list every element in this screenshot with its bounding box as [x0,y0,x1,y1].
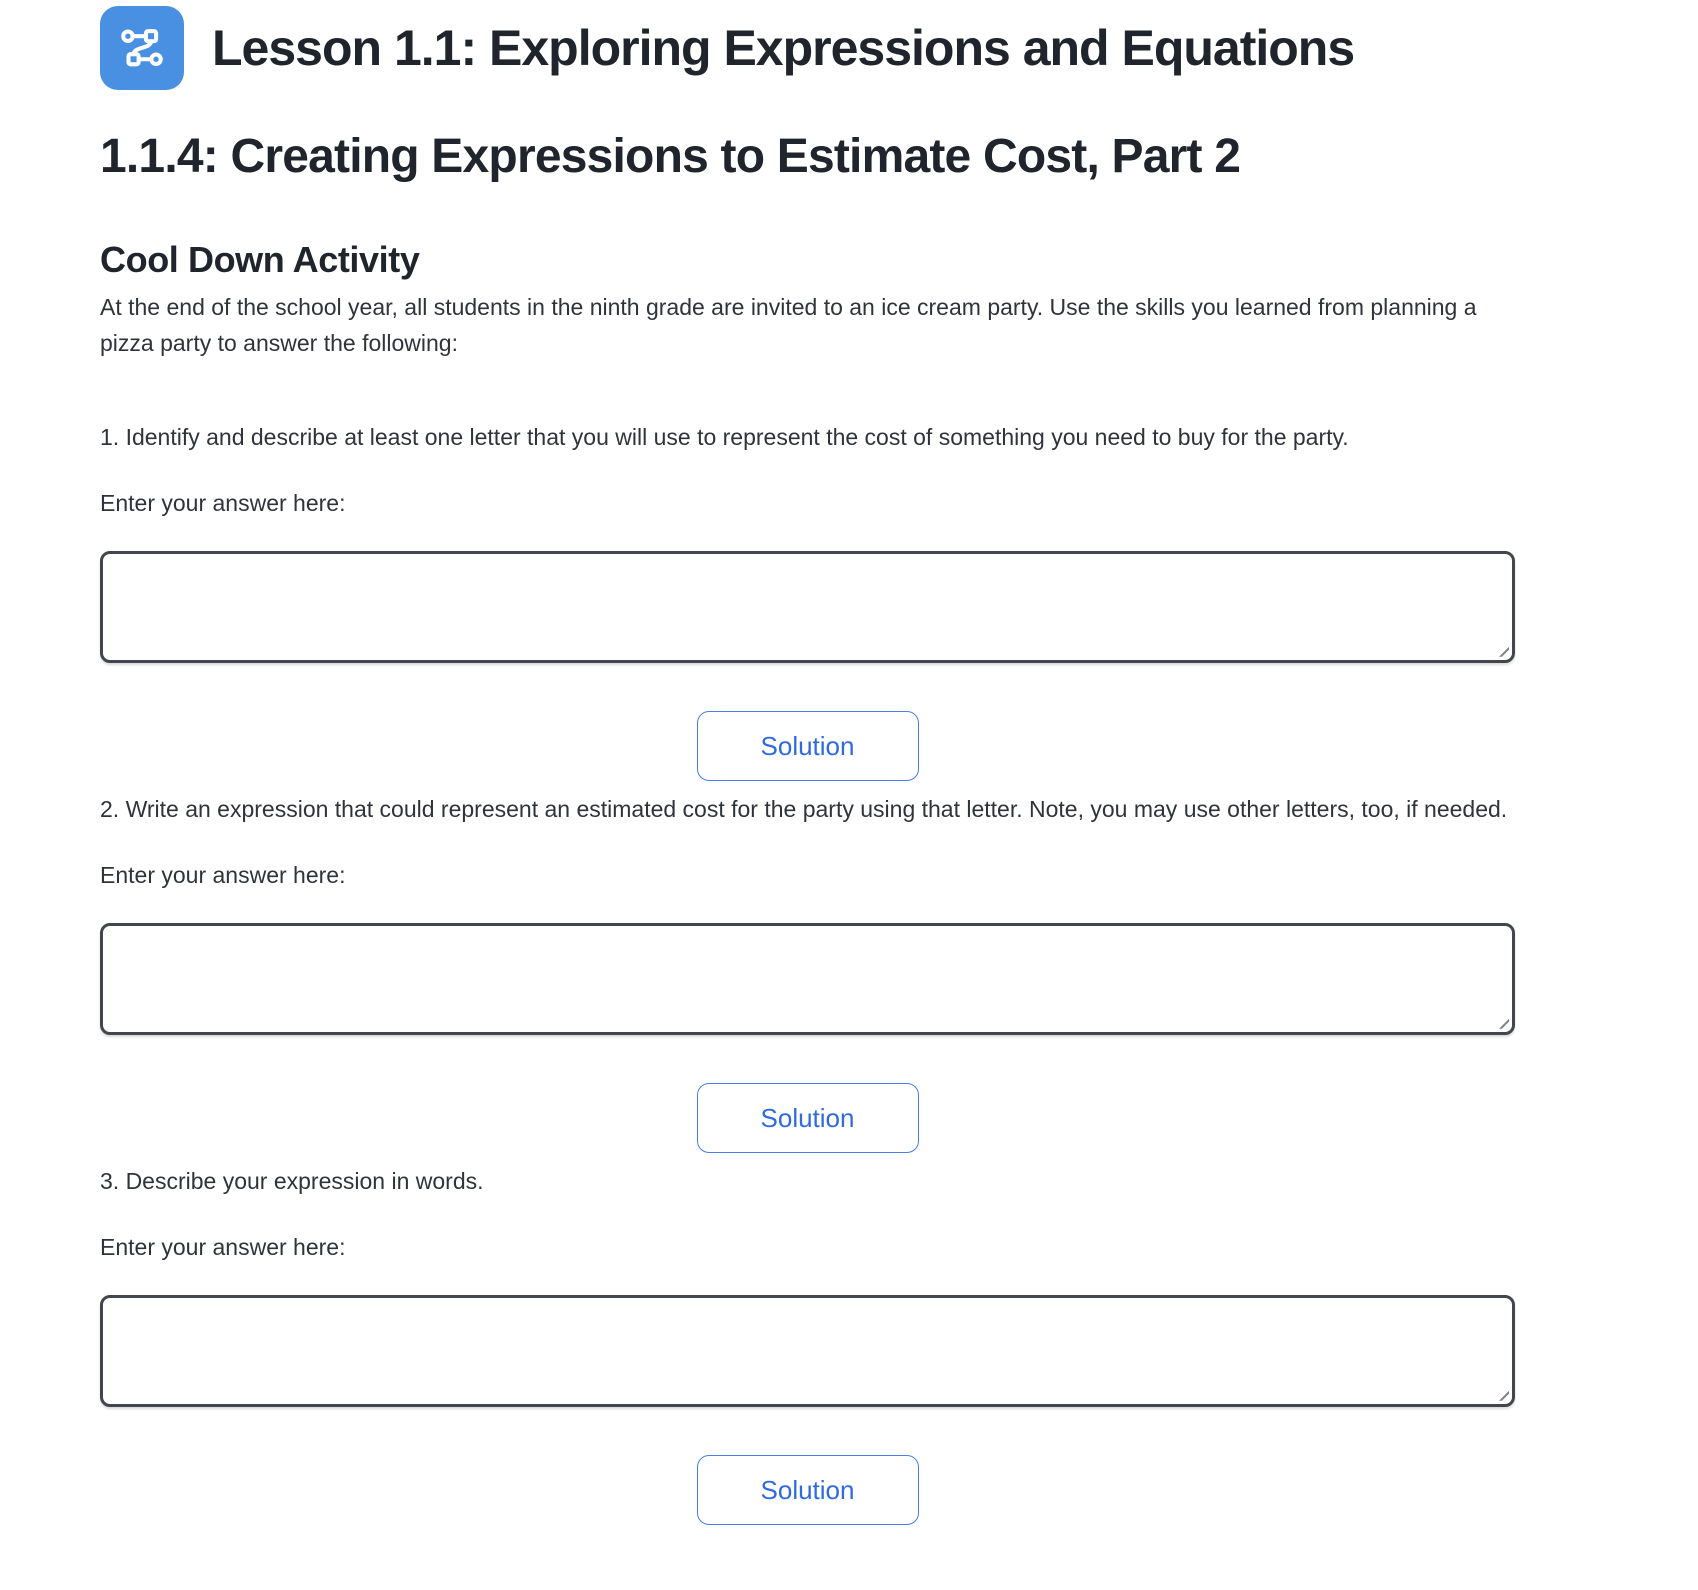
question-block-2 [100,791,1515,1153]
answer-textarea[interactable] [100,551,1515,663]
solution-button[interactable]: Solution [697,711,919,781]
question-prompt: 3. Describe your expression in words. [100,1167,484,1194]
question-block-1 [100,419,1515,781]
answer-label: Enter your answer here: [100,489,346,516]
solution-button[interactable]: Solution [697,1455,919,1525]
route-icon [100,6,184,90]
section-title: 1.1.4: Creating Expressions to Estimate Cost, Part 2 [100,130,1241,183]
answer-field-wrapper [100,923,1515,1035]
lesson-header [100,0,1515,90]
lesson-title: Lesson 1.1: Exploring Expressions and Equations [212,19,1355,76]
answer-textarea[interactable] [100,1295,1515,1407]
answer-field-wrapper [100,1295,1515,1407]
answer-label: Enter your answer here: [100,1233,346,1260]
solution-button[interactable]: Solution [697,1083,919,1153]
question-prompt: 2. Write an expression that could represent an estimated cost for the party using that letter. Note, you may use other letters, too, if needed. [100,795,1508,822]
answer-label: Enter your answer here: [100,861,346,888]
answer-textarea[interactable] [100,923,1515,1035]
activity-heading: Cool Down Activity [100,238,420,280]
answer-field-wrapper [100,551,1515,663]
intro-paragraph: At the end of the school year, all students in the ninth grade are invited to an ice cream party. Use the skills you learned from planning a pizza party to answer the following: [100,293,1477,356]
question-prompt: 1. Identify and describe at least one letter that you will use to represent the cost of something you need to buy for the party. [100,423,1349,450]
question-block-3 [100,1163,1515,1525]
